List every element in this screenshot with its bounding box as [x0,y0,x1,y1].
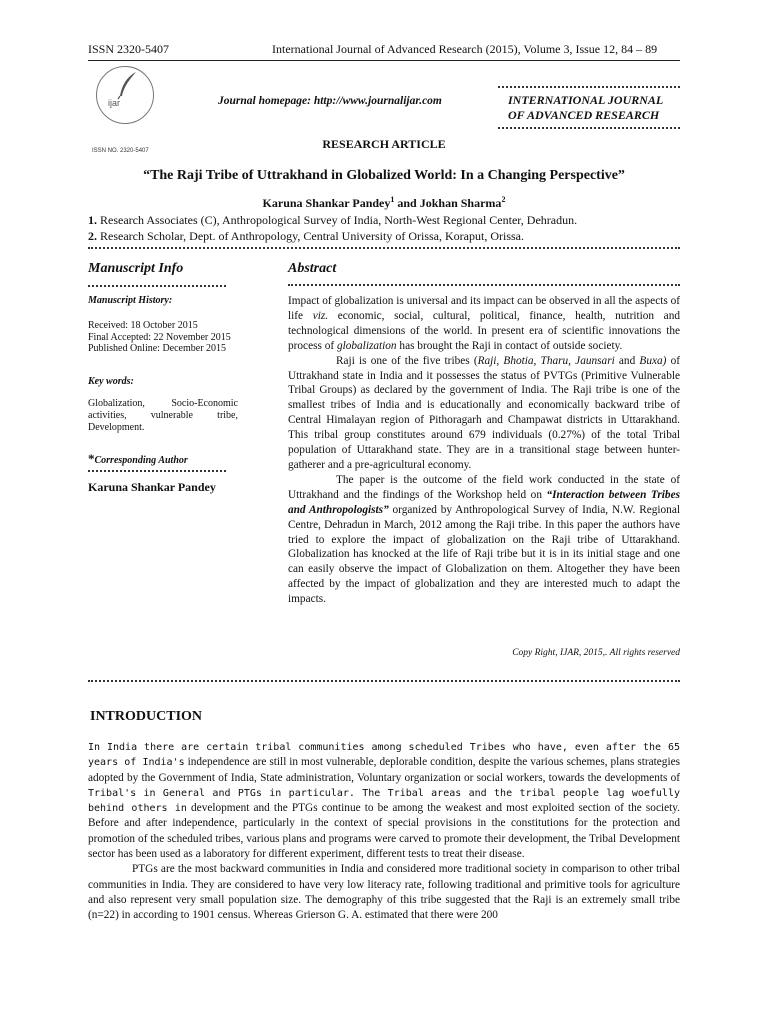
section-divider-bottom [88,680,680,682]
journal-name-line2: OF ADVANCED RESEARCH [508,108,660,122]
keywords-list: Globalization, Socio-Economic activities, vulnerable tribe, Development. [88,398,238,433]
abstract-dots [288,284,680,286]
abstract-paragraph-2: Raji is one of the five tribes (Raji, Bhotia, Tharu, Jaunsari and Buxa) of Uttrakhand state in India and it possesses the status of PVTGs (Primitive Vulnerable Tribal Groups) as declared by the government of India. The Raji tribe is one of the smallest tribes of India and is educationally and economically backward tribe of Central Himalayan region of Pithoragarh and Champawat districts in Uttarakhand. This tribal group constitutes around 679 individuals (0.27%) of the total Tribal population of Uttarakhand state. They are in a transitional stage between hunter-gatherer and a pre-agricultural economy. [288,354,680,471]
introduction-body [88,740,680,924]
journal-homepage[interactable]: Journal homepage: http://www.journalijar.com [218,95,442,107]
affiliation-2-text: Research Scholar, Dept. of Anthropology, Central University of Orissa, Koraput, Orissa. [97,229,524,243]
introduction-heading: INTRODUCTION [90,709,203,724]
journal-name [508,93,663,123]
abstract-body [288,294,680,607]
logo-text: ijar [108,98,121,108]
corresponding-label-text: Corresponding Author [94,455,188,466]
corresponding-star: * [88,451,95,466]
introduction-paragraph-2: PTGs are the most backward communities in India and considered more traditional society in comparison to other tribal communities in India. They are considered to have very low literacy rate, following traditional and primitive tools for agriculture and also represent very small population size. The demography of this tribe suggested that the Raji is an extremely small tribe (n=22) in according to 1901 census. Whereas Grierson G. A. estimated that there were 200 [88,863,680,922]
corresponding-author-name: Karuna Shankar Pandey [88,480,216,494]
copyright-note: Copy Right, IJAR, 2015,. All rights reserved [512,648,680,658]
manuscript-history-label: Manuscript History: [88,295,173,306]
author-1-affil-sup: 1 [390,195,395,204]
affiliation-1-num: 1. [88,213,97,227]
journal-name-dots-top [498,86,680,88]
logo-issn: ISSN NO. 2320-5407 [92,148,149,154]
manuscript-dates [88,320,238,355]
author-list [0,195,768,211]
journal-name-line1: INTERNATIONAL JOURNAL [508,93,664,107]
received-date: Received: 18 October 2015 [88,320,198,331]
affiliation-1-text: Research Associates (C), Anthropological Survey of India, North-West Regional Center, Dehradun. [97,213,578,227]
abstract-heading: Abstract [288,261,337,276]
paper-title: “The Raji Tribe of Uttrakhand in Globalized World: In a Changing Perspective” [143,168,625,183]
published-date: Published Online: December 2015 [88,343,227,354]
author-and: and [394,196,420,210]
journal-citation: International Journal of Advanced Research (2015), Volume 3, Issue 12, 84 – 89 [272,42,658,56]
issn-label: ISSN 2320-5407 [88,42,170,56]
accepted-date: Final Accepted: 22 November 2015 [88,331,231,343]
affiliation-2-num: 2. [88,229,97,243]
quill-icon [112,70,142,100]
journal-name-dots-bottom [498,127,680,129]
article-type: RESEARCH ARTICLE [322,137,446,151]
affiliation-2 [88,229,524,244]
abstract-paragraph-3: The paper is the outcome of the field work conducted in the state of Uttrakhand and the findings of the Workshop held on “Interaction between Tribes and Anthropologists” organized by Anthropological Survey of India, N.W. Regional Centre, Dehradun in March, 2012 among the Raji tribe. In this paper the authors have tried to explore the impact of globalization on the Raji tribe of Uttarakhand. Globalization has knocked at the life of Raji tribe but it is in its initial stage and one can easily observe the impact of Globalization on them. Altogether they have been affected by the impact of globalization and they are interested much to adapt the impacts. [288,473,680,606]
affiliation-1 [88,213,577,228]
author-2-affil-sup: 2 [501,195,506,204]
manuscript-info-heading: Manuscript Info [88,261,184,276]
corresponding-author-label [88,451,238,467]
keywords-label: Key words: [88,376,134,387]
abstract-paragraph-1: Impact of globalization is universal and its impact can be observed in all the aspects of life viz. economic, social, cultural, political, finance, health, nutrition and technological dimensions of the world. In present era of scientific innovations the process of globalization has brought the Raji in contact of outside society. [288,295,680,352]
introduction-paragraph-1: In India there are certain tribal communities among scheduled Tribes who have, even after the 65 years of India's independence are still in most vulnerable, deplorable condition, despite the various schemes, plans strategies adopted by the Government of India, State administration, Voluntary organization or social workers, towards the developments of Tribal's in General and PTGs in particular. The Tribal areas and the tribal people lag woefully behind others in development and the PTGs continue to be among the weakest and most exploited section of the society. Before and after independence, particularly in the context of special provisions in the constitutions for the protection and promotion of the scheduled tribes, various plans and programs were carved to promote their development, the Tribal Development sector has been used as a laboratory for different experiment, different tests to treat their disease. [88,742,681,861]
manuscript-info-dots [88,285,226,287]
section-divider-top [88,247,680,249]
header-rule [88,60,680,61]
author-2: Jokhan Sharma [419,196,502,210]
corresponding-dots [88,470,226,472]
author-1: Karuna Shankar Pandey [262,196,391,210]
